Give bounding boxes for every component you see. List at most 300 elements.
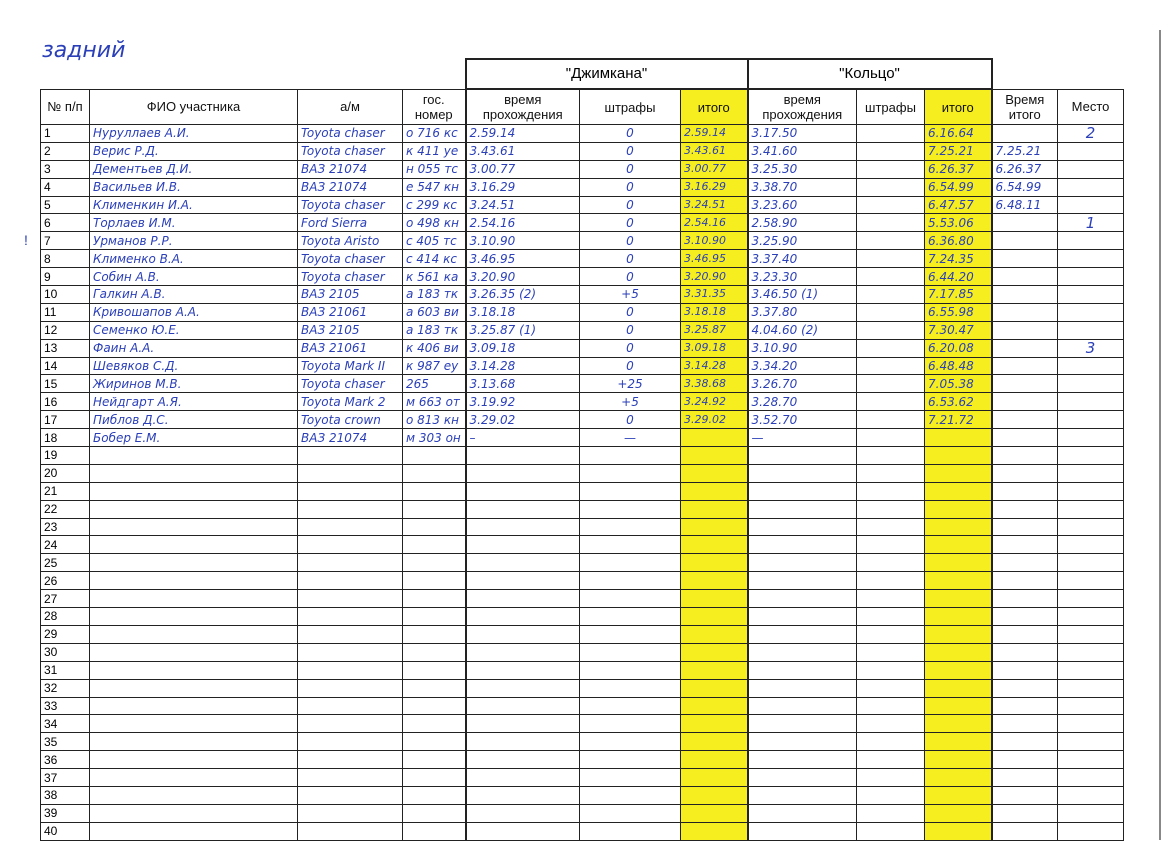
cell-r-penalty — [857, 232, 925, 250]
cell-r-total — [925, 769, 992, 787]
table-row — [41, 572, 1124, 590]
cell-g-time — [466, 482, 580, 500]
cell-num: 12 — [41, 321, 90, 339]
cell-num: 2 — [41, 142, 90, 160]
table-row — [41, 464, 1124, 482]
cell-g-total: 3.10.90 — [681, 232, 748, 250]
cell-r-penalty — [857, 375, 925, 393]
header-car: а/м — [298, 89, 403, 125]
cell-r-penalty — [857, 697, 925, 715]
cell-r-total: 7.25.21 — [925, 142, 992, 160]
cell-r-total — [925, 572, 992, 590]
cell-g-penalty — [580, 733, 681, 751]
cell-r-penalty — [857, 751, 925, 769]
cell-r-penalty — [857, 429, 925, 447]
cell-place — [1058, 303, 1124, 321]
table-row — [41, 715, 1124, 733]
cell-r-total — [925, 482, 992, 500]
cell-r-total: 7.30.47 — [925, 321, 992, 339]
table-row — [41, 321, 1124, 339]
cell-place — [1058, 250, 1124, 268]
cell-r-time: 3.46.50 (1) — [748, 286, 857, 304]
table-row — [41, 643, 1124, 661]
cell-car — [298, 518, 403, 536]
cell-plate — [403, 447, 466, 465]
cell-g-time: 3.13.68 — [466, 375, 580, 393]
cell-num: 32 — [41, 679, 90, 697]
cell-g-total — [681, 536, 748, 554]
table-row — [41, 679, 1124, 697]
cell-g-total: 2.59.14 — [681, 125, 748, 143]
cell-plate — [403, 822, 466, 840]
cell-r-total: 7.17.85 — [925, 286, 992, 304]
cell-place — [1058, 536, 1124, 554]
cell-g-total — [681, 697, 748, 715]
cell-g-total — [681, 429, 748, 447]
header-g-total: итого — [681, 89, 748, 125]
cell-plate — [403, 625, 466, 643]
table-row — [41, 393, 1124, 411]
cell-place — [1058, 411, 1124, 429]
cell-g-total: 3.16.29 — [681, 178, 748, 196]
cell-car — [298, 643, 403, 661]
cell-g-penalty — [580, 554, 681, 572]
cell-g-time: 3.09.18 — [466, 339, 580, 357]
cell-r-penalty — [857, 733, 925, 751]
cell-name: Урманов Р.Р. — [90, 232, 298, 250]
cell-car: Toyota chaser — [298, 142, 403, 160]
cell-num: 9 — [41, 268, 90, 286]
margin-mark: ! — [24, 232, 28, 248]
cell-place — [1058, 822, 1124, 840]
cell-r-time — [748, 661, 857, 679]
cell-r-total: 7.05.38 — [925, 375, 992, 393]
cell-num: 19 — [41, 447, 90, 465]
cell-place — [1058, 464, 1124, 482]
cell-total-time — [992, 393, 1058, 411]
cell-name: Клименкин И.А. — [90, 196, 298, 214]
cell-place — [1058, 786, 1124, 804]
cell-g-total: 2.54.16 — [681, 214, 748, 232]
cell-g-total — [681, 464, 748, 482]
cell-plate — [403, 751, 466, 769]
cell-g-penalty — [580, 769, 681, 787]
cell-total-time — [992, 125, 1058, 143]
cell-g-total: 3.43.61 — [681, 142, 748, 160]
cell-g-time — [466, 769, 580, 787]
cell-r-penalty — [857, 715, 925, 733]
cell-total-time — [992, 715, 1058, 733]
cell-place — [1058, 697, 1124, 715]
cell-g-total: 3.20.90 — [681, 268, 748, 286]
cell-car: Toyota Mark 2 — [298, 393, 403, 411]
cell-total-time — [992, 500, 1058, 518]
header-plate: гос. номер — [403, 89, 466, 125]
cell-r-time: 3.10.90 — [748, 339, 857, 357]
cell-plate: о 716 кс — [403, 125, 466, 143]
cell-total-time — [992, 786, 1058, 804]
cell-g-time — [466, 518, 580, 536]
cell-r-penalty — [857, 536, 925, 554]
cell-g-time: 3.10.90 — [466, 232, 580, 250]
cell-car — [298, 464, 403, 482]
header-r-time: время прохождения — [748, 89, 857, 125]
cell-place: 3 — [1058, 339, 1124, 357]
cell-car — [298, 554, 403, 572]
cell-name: Шевяков С.Д. — [90, 357, 298, 375]
cell-g-time: 3.26.35 (2) — [466, 286, 580, 304]
cell-r-time — [748, 608, 857, 626]
cell-r-time — [748, 447, 857, 465]
cell-g-total — [681, 518, 748, 536]
cell-r-time: 3.28.70 — [748, 393, 857, 411]
cell-name — [90, 536, 298, 554]
cell-name: Верис Р.Д. — [90, 142, 298, 160]
cell-r-time — [748, 572, 857, 590]
cell-g-penalty: 0 — [580, 142, 681, 160]
cell-r-penalty — [857, 447, 925, 465]
cell-place — [1058, 733, 1124, 751]
cell-g-total — [681, 554, 748, 572]
table-row — [41, 822, 1124, 840]
cell-r-time: 4.04.60 (2) — [748, 321, 857, 339]
cell-place — [1058, 196, 1124, 214]
cell-g-time — [466, 679, 580, 697]
cell-g-time: 3.29.02 — [466, 411, 580, 429]
cell-g-penalty — [580, 643, 681, 661]
cell-name — [90, 769, 298, 787]
cell-name: Жиринов М.В. — [90, 375, 298, 393]
table-row — [41, 268, 1124, 286]
cell-r-total — [925, 518, 992, 536]
cell-name — [90, 643, 298, 661]
cell-plate — [403, 518, 466, 536]
cell-r-time — [748, 786, 857, 804]
cell-plate: с 405 тс — [403, 232, 466, 250]
cell-g-time — [466, 447, 580, 465]
cell-num: 1 — [41, 125, 90, 143]
cell-r-time — [748, 804, 857, 822]
header-r-penalty: штрафы — [857, 89, 925, 125]
table-row — [41, 625, 1124, 643]
cell-num: 5 — [41, 196, 90, 214]
cell-r-time: — — [748, 429, 857, 447]
cell-num: 23 — [41, 518, 90, 536]
cell-car: Toyota Mark II — [298, 357, 403, 375]
cell-r-penalty — [857, 303, 925, 321]
cell-r-total: 6.16.64 — [925, 125, 992, 143]
cell-total-time — [992, 268, 1058, 286]
cell-total-time — [992, 769, 1058, 787]
cell-car — [298, 536, 403, 554]
cell-r-penalty — [857, 822, 925, 840]
cell-r-penalty — [857, 464, 925, 482]
table-row — [41, 733, 1124, 751]
cell-g-time — [466, 590, 580, 608]
cell-total-time — [992, 357, 1058, 375]
cell-car — [298, 733, 403, 751]
cell-g-total: 3.00.77 — [681, 160, 748, 178]
cell-r-penalty — [857, 411, 925, 429]
cell-car: Toyota chaser — [298, 250, 403, 268]
cell-g-penalty: 0 — [580, 357, 681, 375]
cell-g-penalty — [580, 572, 681, 590]
cell-r-penalty — [857, 625, 925, 643]
cell-r-total: 6.53.62 — [925, 393, 992, 411]
cell-place — [1058, 393, 1124, 411]
cell-num: 39 — [41, 804, 90, 822]
cell-g-total: 3.09.18 — [681, 339, 748, 357]
cell-total-time — [992, 733, 1058, 751]
cell-place — [1058, 321, 1124, 339]
cell-g-time — [466, 661, 580, 679]
cell-name: Нейдгарт А.Я. — [90, 393, 298, 411]
cell-r-time: 3.37.80 — [748, 303, 857, 321]
cell-car: ВАЗ 21074 — [298, 160, 403, 178]
cell-g-penalty: 0 — [580, 303, 681, 321]
cell-plate — [403, 661, 466, 679]
cell-g-penalty: +25 — [580, 375, 681, 393]
cell-g-time: 3.14.28 — [466, 357, 580, 375]
cell-g-penalty — [580, 679, 681, 697]
table-row — [41, 232, 1124, 250]
cell-num: 10 — [41, 286, 90, 304]
cell-total-time — [992, 375, 1058, 393]
cell-r-time — [748, 697, 857, 715]
cell-num: 8 — [41, 250, 90, 268]
cell-place — [1058, 751, 1124, 769]
cell-plate — [403, 536, 466, 554]
cell-place — [1058, 429, 1124, 447]
cell-place — [1058, 447, 1124, 465]
cell-r-penalty — [857, 804, 925, 822]
cell-name — [90, 822, 298, 840]
cell-g-time — [466, 554, 580, 572]
cell-name — [90, 661, 298, 679]
cell-r-penalty — [857, 214, 925, 232]
cell-r-total: 6.44.20 — [925, 268, 992, 286]
table-row — [41, 411, 1124, 429]
cell-car: Toyota chaser — [298, 125, 403, 143]
cell-name — [90, 590, 298, 608]
cell-g-penalty: 0 — [580, 196, 681, 214]
cell-num: 28 — [41, 608, 90, 626]
cell-r-penalty — [857, 518, 925, 536]
cell-car — [298, 697, 403, 715]
cell-num: 34 — [41, 715, 90, 733]
cell-name: Галкин А.В. — [90, 286, 298, 304]
cell-total-time — [992, 643, 1058, 661]
cell-r-total: 7.21.72 — [925, 411, 992, 429]
table-row — [41, 518, 1124, 536]
cell-g-penalty — [580, 661, 681, 679]
cell-g-penalty: 0 — [580, 411, 681, 429]
cell-plate: 265 — [403, 375, 466, 393]
cell-car — [298, 500, 403, 518]
cell-total-time — [992, 232, 1058, 250]
cell-total-time: 6.54.99 — [992, 178, 1058, 196]
cell-total-time — [992, 464, 1058, 482]
cell-g-time — [466, 804, 580, 822]
cell-place — [1058, 715, 1124, 733]
cell-car — [298, 679, 403, 697]
table-row — [41, 429, 1124, 447]
cell-car — [298, 572, 403, 590]
cell-g-penalty: 0 — [580, 268, 681, 286]
cell-car: Toyota chaser — [298, 196, 403, 214]
cell-r-time: 3.25.30 — [748, 160, 857, 178]
cell-name: Дементьев Д.И. — [90, 160, 298, 178]
cell-g-time: 3.43.61 — [466, 142, 580, 160]
cell-plate: о 813 кн — [403, 411, 466, 429]
cell-g-penalty: 0 — [580, 160, 681, 178]
cell-plate: е 547 кн — [403, 178, 466, 196]
cell-place — [1058, 804, 1124, 822]
cell-place — [1058, 625, 1124, 643]
header-place: Место — [1058, 89, 1124, 125]
cell-g-total: 3.14.28 — [681, 357, 748, 375]
cell-car: Ford Sierra — [298, 214, 403, 232]
cell-g-time — [466, 715, 580, 733]
cell-num: 22 — [41, 500, 90, 518]
cell-total-time — [992, 679, 1058, 697]
cell-car — [298, 447, 403, 465]
cell-g-total — [681, 608, 748, 626]
cell-place — [1058, 661, 1124, 679]
cell-r-time — [748, 625, 857, 643]
cell-g-time — [466, 536, 580, 554]
cell-total-time — [992, 590, 1058, 608]
cell-g-total — [681, 572, 748, 590]
cell-g-penalty: — — [580, 429, 681, 447]
cell-car — [298, 661, 403, 679]
cell-r-total: 6.20.08 — [925, 339, 992, 357]
cell-r-time: 3.41.60 — [748, 142, 857, 160]
cell-plate — [403, 590, 466, 608]
cell-r-penalty — [857, 643, 925, 661]
cell-r-total — [925, 804, 992, 822]
cell-place — [1058, 482, 1124, 500]
cell-g-penalty — [580, 608, 681, 626]
cell-r-penalty — [857, 590, 925, 608]
cell-total-time — [992, 822, 1058, 840]
cell-total-time — [992, 572, 1058, 590]
cell-g-total: 3.25.87 — [681, 321, 748, 339]
cell-g-penalty — [580, 464, 681, 482]
cell-r-total — [925, 643, 992, 661]
cell-g-penalty — [580, 500, 681, 518]
cell-name — [90, 482, 298, 500]
cell-g-penalty: 0 — [580, 250, 681, 268]
cell-name — [90, 447, 298, 465]
cell-num: 24 — [41, 536, 90, 554]
cell-g-total: 3.46.95 — [681, 250, 748, 268]
cell-total-time — [992, 751, 1058, 769]
column-header-row — [41, 89, 1124, 125]
cell-r-total — [925, 697, 992, 715]
cell-g-penalty: 0 — [580, 125, 681, 143]
cell-r-time: 3.17.50 — [748, 125, 857, 143]
cell-plate — [403, 572, 466, 590]
cell-r-time — [748, 518, 857, 536]
cell-name — [90, 464, 298, 482]
cell-r-time: 3.23.60 — [748, 196, 857, 214]
cell-g-time — [466, 643, 580, 661]
cell-num: 15 — [41, 375, 90, 393]
cell-g-total — [681, 661, 748, 679]
cell-car: Toyota chaser — [298, 375, 403, 393]
cell-plate: а 603 ви — [403, 303, 466, 321]
cell-total-time — [992, 804, 1058, 822]
cell-plate — [403, 715, 466, 733]
cell-g-total — [681, 786, 748, 804]
cell-g-time: 3.25.87 (1) — [466, 321, 580, 339]
table-row — [41, 303, 1124, 321]
cell-name: Торлаев И.М. — [90, 214, 298, 232]
cell-name — [90, 518, 298, 536]
cell-place — [1058, 375, 1124, 393]
cell-car — [298, 715, 403, 733]
cell-r-time: 3.38.70 — [748, 178, 857, 196]
table-row — [41, 482, 1124, 500]
cell-r-penalty — [857, 608, 925, 626]
cell-g-total — [681, 769, 748, 787]
cell-g-total — [681, 804, 748, 822]
cell-plate: с 414 кс — [403, 250, 466, 268]
table-row — [41, 697, 1124, 715]
cell-r-total — [925, 500, 992, 518]
cell-total-time — [992, 429, 1058, 447]
cell-r-penalty — [857, 482, 925, 500]
cell-car: ВАЗ 2105 — [298, 286, 403, 304]
corner-note: задний — [42, 38, 126, 63]
cell-r-penalty — [857, 268, 925, 286]
cell-name: Кривошапов А.А. — [90, 303, 298, 321]
cell-g-total: 3.18.18 — [681, 303, 748, 321]
cell-r-penalty — [857, 286, 925, 304]
cell-r-total — [925, 536, 992, 554]
cell-r-total — [925, 590, 992, 608]
cell-car — [298, 804, 403, 822]
cell-g-penalty — [580, 822, 681, 840]
cell-name: Бобер Е.М. — [90, 429, 298, 447]
cell-total-time — [992, 303, 1058, 321]
cell-total-time — [992, 286, 1058, 304]
cell-car — [298, 590, 403, 608]
cell-r-time — [748, 751, 857, 769]
cell-num: 13 — [41, 339, 90, 357]
cell-place — [1058, 679, 1124, 697]
cell-r-penalty — [857, 786, 925, 804]
cell-total-time: 6.26.37 — [992, 160, 1058, 178]
cell-plate — [403, 697, 466, 715]
cell-num: 4 — [41, 178, 90, 196]
cell-place — [1058, 232, 1124, 250]
cell-g-time — [466, 786, 580, 804]
cell-car — [298, 625, 403, 643]
cell-place — [1058, 608, 1124, 626]
cell-place — [1058, 178, 1124, 196]
table-row — [41, 536, 1124, 554]
cell-num: 30 — [41, 643, 90, 661]
cell-r-penalty — [857, 679, 925, 697]
cell-r-time: 3.23.30 — [748, 268, 857, 286]
cell-g-penalty — [580, 625, 681, 643]
cell-g-time — [466, 822, 580, 840]
cell-num: 35 — [41, 733, 90, 751]
cell-r-total — [925, 661, 992, 679]
cell-car — [298, 482, 403, 500]
